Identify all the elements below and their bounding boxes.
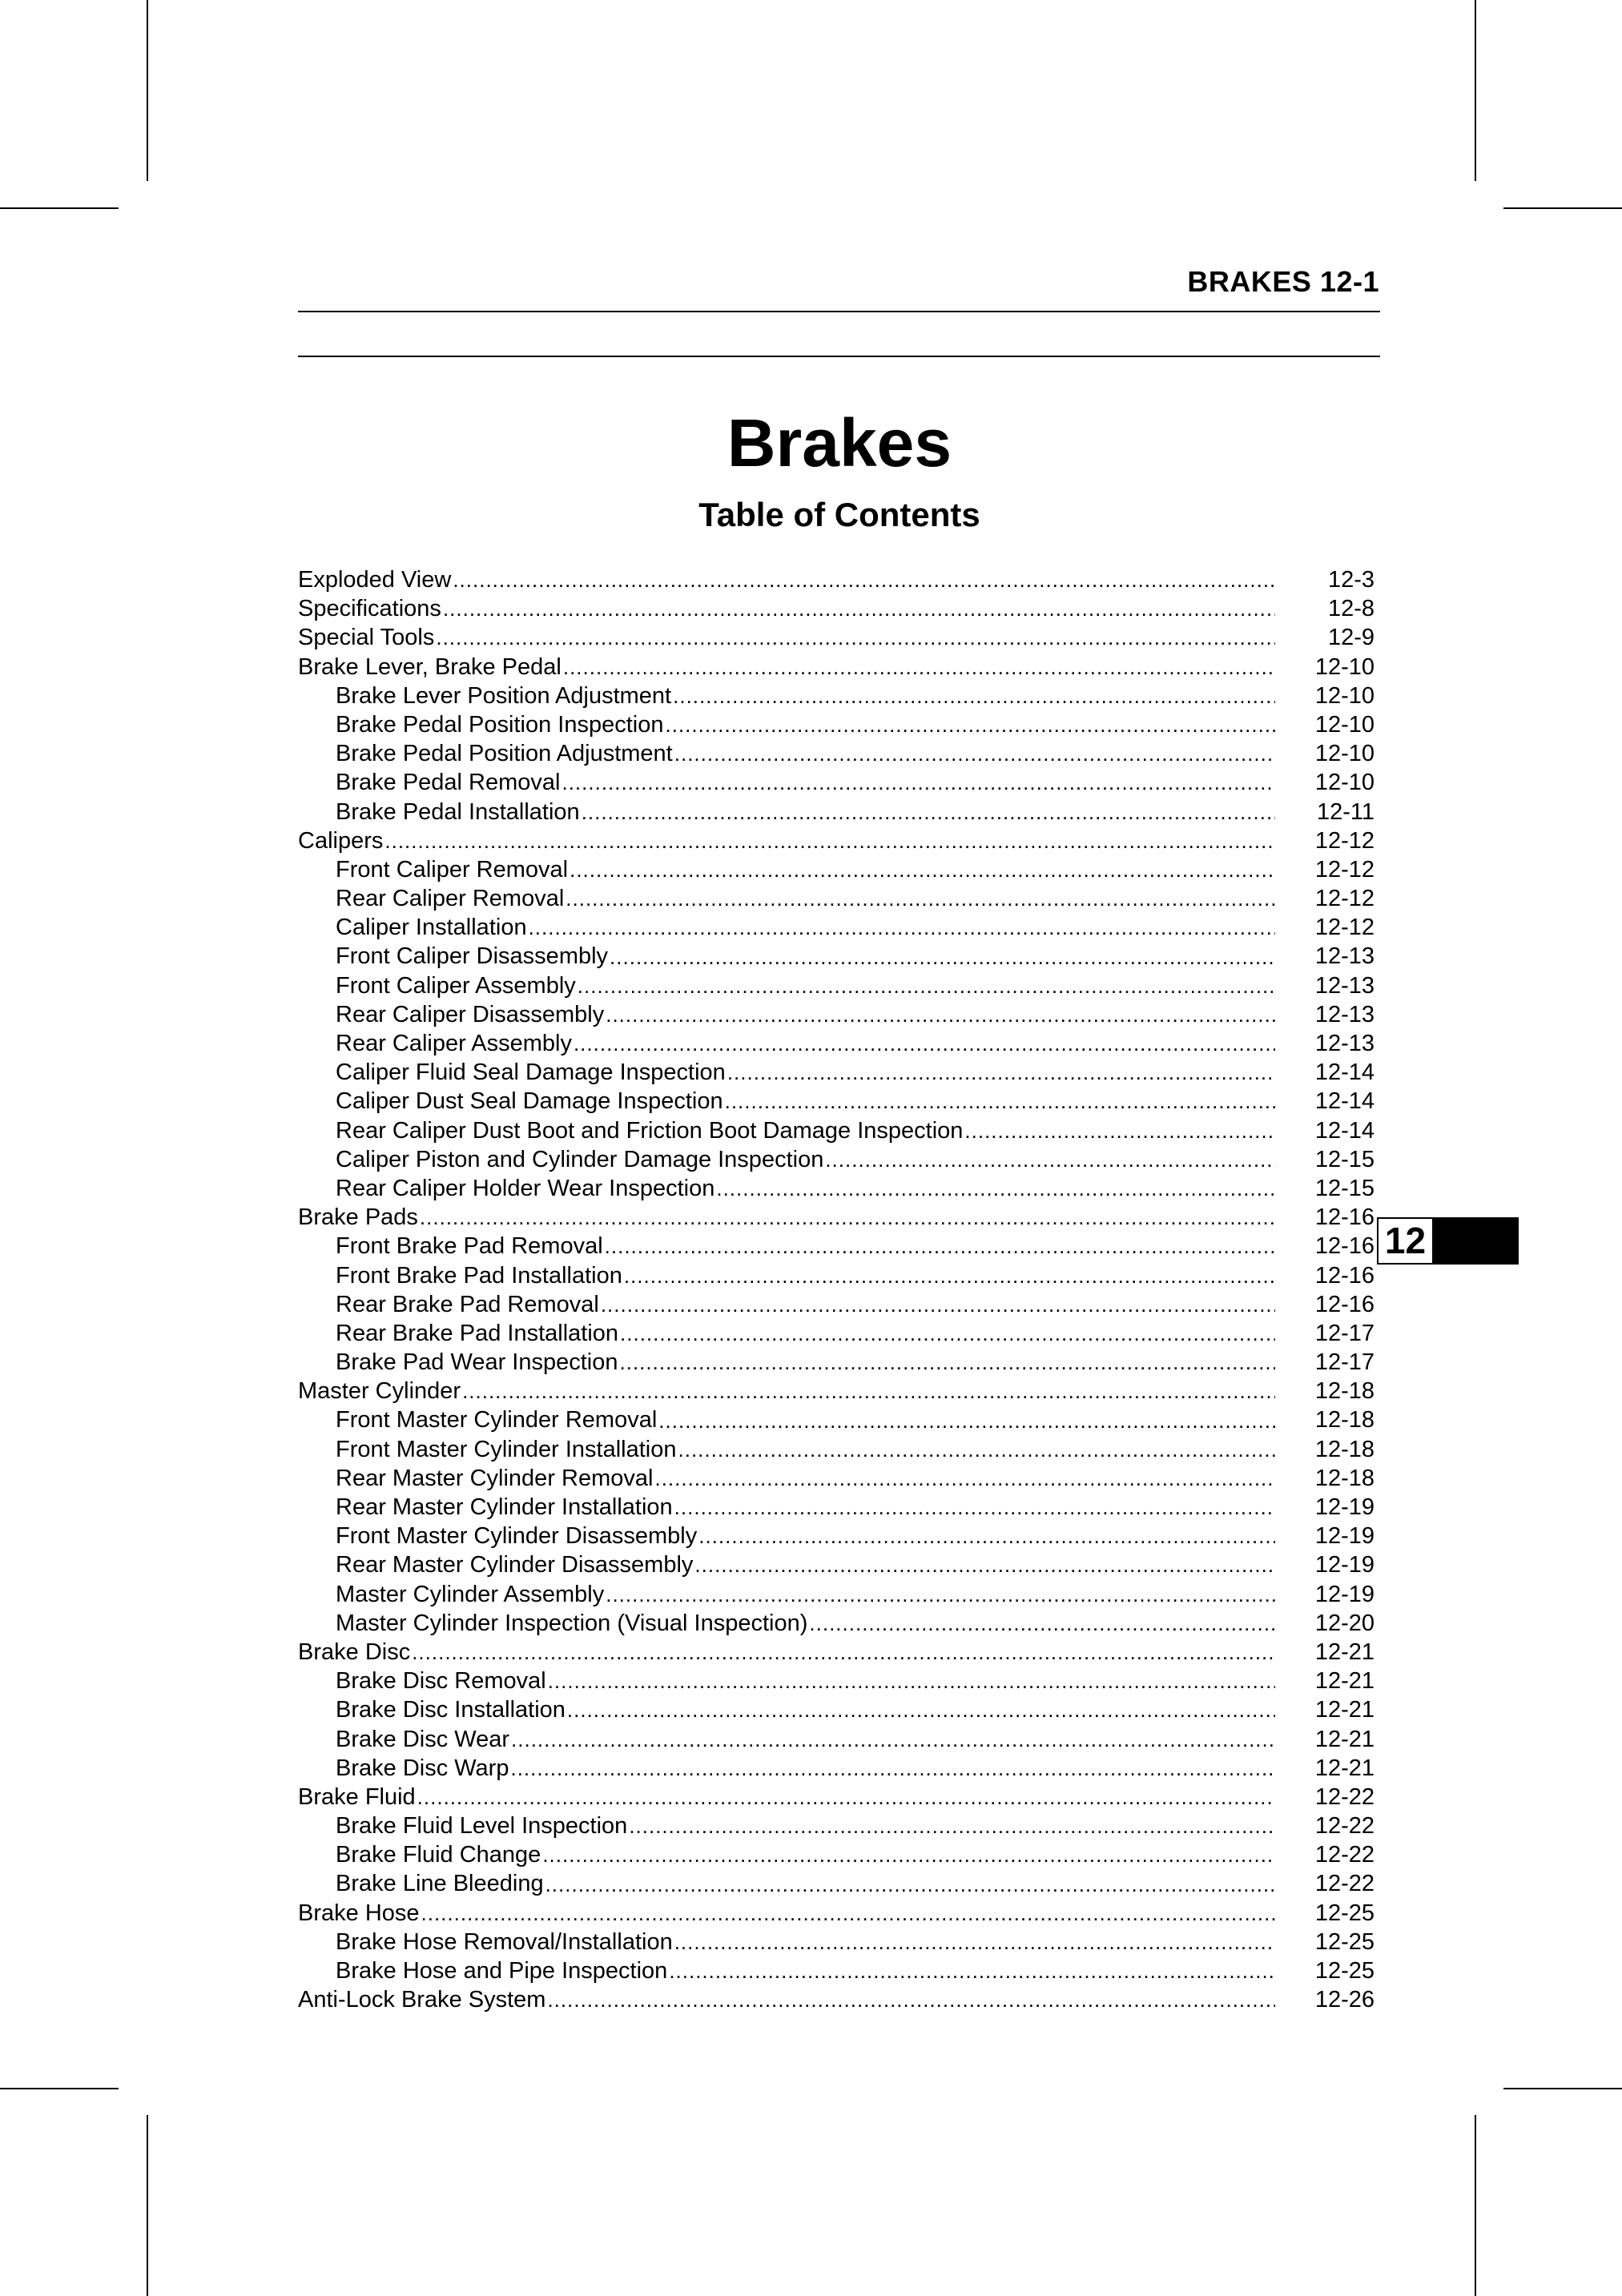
- toc-entry-label: Caliper Fluid Seal Damage Inspection: [336, 1060, 726, 1086]
- dot-leader: [622, 1261, 1275, 1290]
- toc-entry[interactable]: [298, 594, 1374, 623]
- crop-mark: [147, 0, 148, 181]
- toc-entry-label: Specifications: [298, 596, 441, 622]
- toc-entry[interactable]: [298, 1811, 1374, 1840]
- toc-entry[interactable]: [298, 710, 1374, 739]
- toc-entry-page: 12-10: [1314, 653, 1374, 680]
- dot-leader: [416, 1783, 1275, 1811]
- toc-entry-label: Brake Hose and Pipe Inspection: [336, 1958, 668, 1984]
- toc-entry[interactable]: [298, 1203, 1374, 1232]
- toc-entry[interactable]: [298, 739, 1374, 768]
- toc-entry-page: 12-21: [1314, 1668, 1374, 1695]
- dot-leader: [541, 1840, 1275, 1869]
- dot-leader: [561, 653, 1275, 682]
- toc-entry[interactable]: [298, 653, 1374, 682]
- toc-entry[interactable]: [298, 1377, 1374, 1405]
- toc-entry[interactable]: [298, 1550, 1374, 1579]
- dot-leader: [726, 1058, 1275, 1087]
- toc-entry-page: 12-16: [1314, 1233, 1374, 1260]
- toc-entry-label: Rear Caliper Disassembly: [336, 1001, 605, 1027]
- toc-entry-label: Brake Pads: [298, 1204, 418, 1231]
- toc-entry[interactable]: [298, 884, 1374, 913]
- toc-entry-label: Calipers: [298, 827, 384, 854]
- dot-leader: [663, 710, 1275, 739]
- toc-entry[interactable]: [298, 1956, 1374, 1985]
- toc-entry-label: Exploded View: [298, 567, 452, 593]
- toc-entry-label: Master Cylinder Assembly: [336, 1581, 605, 1607]
- dot-leader: [527, 913, 1275, 942]
- toc-entry[interactable]: [298, 826, 1374, 855]
- toc-entry-page: 12-14: [1314, 1060, 1374, 1086]
- dot-leader: [441, 594, 1275, 623]
- toc-entry[interactable]: [298, 1435, 1374, 1464]
- dot-leader: [693, 1550, 1275, 1579]
- header-rule-lower: [298, 356, 1380, 357]
- toc-entry-label: Brake Line Bleeding: [336, 1871, 544, 1897]
- dot-leader: [410, 1638, 1275, 1667]
- toc-entry-page: 12-18: [1314, 1378, 1374, 1405]
- toc-entry-page: 12-20: [1314, 1610, 1374, 1636]
- dot-leader: [604, 1000, 1275, 1029]
- toc-entry-label: Rear Master Cylinder Disassembly: [336, 1552, 694, 1578]
- dot-leader: [618, 1348, 1276, 1377]
- toc-entry-page: 12-12: [1314, 827, 1374, 854]
- toc-entry[interactable]: [298, 1667, 1374, 1695]
- toc-entry-page: 12-14: [1314, 1117, 1374, 1144]
- dot-leader: [673, 1493, 1275, 1522]
- running-header: BRAKES 12-1: [1187, 265, 1379, 298]
- toc-entry-page: 12-8: [1327, 596, 1374, 622]
- toc-entry-label: Front Caliper Disassembly: [336, 943, 609, 970]
- toc-entry-label: Rear Caliper Dust Boot and Friction Boot Damage Inspection: [336, 1117, 964, 1144]
- dot-leader: [673, 1928, 1275, 1956]
- toc-entry[interactable]: [298, 1985, 1374, 2014]
- toc-entry-label: Master Cylinder Inspection (Visual Inspection): [336, 1610, 808, 1636]
- dot-leader: [576, 971, 1275, 1000]
- toc-entry-page: 12-10: [1314, 682, 1374, 709]
- toc-entry-label: Brake Disc Removal: [336, 1668, 546, 1695]
- table-of-contents: [298, 565, 1374, 2014]
- toc-entry[interactable]: [298, 1522, 1374, 1550]
- toc-entry-label: Rear Caliper Removal: [336, 886, 565, 912]
- toc-entry-page: 12-11: [1316, 798, 1374, 825]
- toc-entry[interactable]: [298, 1000, 1374, 1029]
- toc-entry-label: Brake Lever Position Adjustment: [336, 682, 672, 709]
- toc-entry-page: 12-3: [1327, 567, 1374, 593]
- toc-entry[interactable]: [298, 1493, 1374, 1522]
- toc-entry-page: 12-9: [1327, 625, 1374, 651]
- crop-mark: [0, 207, 119, 209]
- toc-entry-label: Brake Disc Warp: [336, 1755, 509, 1781]
- toc-entry[interactable]: [298, 1261, 1374, 1290]
- dot-leader: [604, 1580, 1275, 1609]
- toc-entry-page: 12-18: [1314, 1465, 1374, 1491]
- toc-entry-page: 12-25: [1314, 1958, 1374, 1984]
- toc-entry[interactable]: [298, 1580, 1374, 1609]
- toc-entry-page: 12-17: [1314, 1320, 1374, 1346]
- toc-entry-page: 12-22: [1314, 1842, 1374, 1868]
- toc-entry[interactable]: [298, 1232, 1374, 1261]
- toc-entry-label: Rear Caliper Assembly: [336, 1031, 572, 1056]
- toc-entry-label: Brake Hose Removal/Installation: [336, 1928, 673, 1955]
- toc-entry-page: 12-25: [1314, 1900, 1374, 1926]
- toc-entry-page: 12-19: [1314, 1581, 1374, 1607]
- dot-leader: [677, 1435, 1276, 1464]
- chapter-tab: [1377, 1217, 1519, 1265]
- toc-entry-page: 12-10: [1314, 741, 1374, 767]
- toc-entry[interactable]: [298, 768, 1374, 797]
- toc-entry[interactable]: [298, 1405, 1374, 1434]
- toc-entry[interactable]: [298, 1638, 1374, 1667]
- crop-mark: [1475, 2115, 1476, 2296]
- dot-leader: [627, 1811, 1275, 1840]
- dot-leader: [509, 1754, 1275, 1783]
- toc-entry[interactable]: [298, 623, 1374, 652]
- toc-entry-page: 12-16: [1314, 1204, 1374, 1231]
- toc-entry-page: 12-15: [1314, 1175, 1374, 1201]
- dot-leader: [697, 1522, 1275, 1550]
- toc-entry-label: Front Master Cylinder Installation: [336, 1436, 677, 1462]
- toc-entry[interactable]: [298, 1116, 1374, 1145]
- toc-entry-page: 12-22: [1314, 1813, 1374, 1840]
- dot-leader: [564, 884, 1275, 913]
- dot-leader: [657, 1406, 1275, 1435]
- toc-entry[interactable]: [298, 565, 1374, 594]
- toc-entry-page: 12-13: [1314, 943, 1374, 970]
- toc-entry-label: Caliper Piston and Cylinder Damage Inspection: [336, 1146, 824, 1172]
- toc-entry-label: Front Brake Pad Installation: [336, 1262, 622, 1289]
- dot-leader: [653, 1464, 1275, 1493]
- toc-entry-label: Brake Disc Installation: [336, 1697, 565, 1723]
- toc-entry-label: Special Tools: [298, 625, 435, 651]
- toc-entry[interactable]: [298, 1029, 1374, 1058]
- toc-entry[interactable]: [298, 1754, 1374, 1783]
- crop-mark: [0, 2088, 119, 2089]
- toc-entry-page: 12-19: [1314, 1552, 1374, 1578]
- dot-leader: [560, 768, 1275, 797]
- dot-leader: [572, 1029, 1275, 1058]
- header-rule: [298, 311, 1380, 312]
- toc-entry-label: Rear Master Cylinder Installation: [336, 1494, 673, 1520]
- toc-entry-page: 12-15: [1314, 1146, 1374, 1172]
- toc-entry[interactable]: [298, 1464, 1374, 1493]
- dot-leader: [418, 1203, 1275, 1232]
- toc-entry-page: 12-21: [1314, 1726, 1374, 1752]
- toc-entry[interactable]: [298, 1348, 1374, 1377]
- crop-mark: [1503, 207, 1622, 209]
- toc-entry[interactable]: [298, 1840, 1374, 1869]
- toc-entry-label: Rear Master Cylinder Removal: [336, 1465, 654, 1491]
- crop-mark: [1503, 2088, 1622, 2089]
- toc-entry-label: Brake Hose: [298, 1900, 420, 1926]
- dot-leader: [568, 855, 1275, 884]
- toc-entry-label: Anti-Lock Brake System: [298, 1987, 546, 2013]
- toc-entry-page: 12-21: [1314, 1755, 1374, 1781]
- toc-entry[interactable]: [298, 1869, 1374, 1898]
- toc-entry-page: 12-12: [1314, 886, 1374, 912]
- toc-entry-page: 12-12: [1314, 856, 1374, 883]
- dot-leader: [451, 565, 1275, 594]
- toc-entry[interactable]: [298, 913, 1374, 942]
- dot-leader: [823, 1145, 1275, 1174]
- toc-entry-page: 12-12: [1314, 915, 1374, 941]
- toc-entry-page: 12-16: [1314, 1262, 1374, 1289]
- dot-leader: [608, 943, 1275, 971]
- dot-leader: [618, 1319, 1275, 1348]
- toc-entry-page: 12-13: [1314, 1031, 1374, 1056]
- toc-entry-label: Brake Disc: [298, 1639, 411, 1665]
- toc-entry[interactable]: [298, 1319, 1374, 1348]
- dot-leader: [565, 1695, 1275, 1724]
- toc-entry[interactable]: [298, 1609, 1374, 1638]
- toc-entry-page: 12-16: [1314, 1291, 1374, 1317]
- page-title: Brakes: [726, 405, 952, 481]
- toc-entry[interactable]: [298, 1695, 1374, 1724]
- toc-entry-label: Brake Pedal Position Inspection: [336, 711, 664, 738]
- toc-entry-page: 12-21: [1314, 1697, 1374, 1723]
- dot-leader: [580, 798, 1275, 826]
- dot-leader: [714, 1174, 1275, 1203]
- dot-leader: [383, 826, 1275, 855]
- dot-leader: [434, 623, 1275, 652]
- toc-entry-page: 12-22: [1314, 1783, 1374, 1810]
- toc-entry-page: 12-21: [1314, 1639, 1374, 1665]
- toc-entry-page: 12-18: [1314, 1436, 1374, 1462]
- toc-entry[interactable]: [298, 971, 1374, 1000]
- chapter-tab-label: 12: [1377, 1217, 1434, 1265]
- dot-leader: [545, 1985, 1275, 2014]
- toc-entry-label: Rear Brake Pad Removal: [336, 1291, 599, 1317]
- toc-entry-label: Brake Pad Wear Inspection: [336, 1349, 618, 1376]
- toc-entry-label: Front Master Cylinder Disassembly: [336, 1523, 698, 1550]
- dot-leader: [509, 1725, 1275, 1754]
- toc-entry-page: 12-26: [1314, 1987, 1374, 2013]
- toc-entry-label: Caliper Installation: [336, 915, 527, 941]
- toc-entry-label: Brake Pedal Removal: [336, 770, 561, 796]
- toc-entry[interactable]: [298, 1058, 1374, 1087]
- toc-entry[interactable]: [298, 1928, 1374, 1956]
- dot-leader: [544, 1870, 1275, 1899]
- toc-entry-page: 12-18: [1314, 1407, 1374, 1433]
- dot-leader: [603, 1232, 1275, 1261]
- dot-leader: [671, 682, 1275, 710]
- toc-entry-label: Brake Pedal Position Adjustment: [336, 741, 673, 767]
- toc-entry-label: Brake Pedal Installation: [336, 798, 580, 825]
- toc-entry-page: 12-19: [1314, 1494, 1374, 1520]
- toc-entry[interactable]: [298, 1290, 1374, 1319]
- dot-leader: [667, 1956, 1275, 1985]
- toc-entry[interactable]: [298, 855, 1374, 884]
- toc-entry-page: 12-25: [1314, 1928, 1374, 1955]
- toc-entry-label: Front Caliper Assembly: [336, 972, 576, 999]
- toc-entry[interactable]: [298, 1145, 1374, 1174]
- dot-leader: [420, 1899, 1275, 1928]
- page-subtitle: Table of Contents: [698, 496, 980, 533]
- toc-entry-page: 12-10: [1314, 770, 1374, 796]
- toc-entry-label: Front Master Cylinder Removal: [336, 1407, 658, 1433]
- toc-entry-page: 12-14: [1314, 1088, 1374, 1115]
- toc-entry-label: Caliper Dust Seal Damage Inspection: [336, 1088, 723, 1115]
- dot-leader: [546, 1667, 1275, 1695]
- dot-leader: [673, 739, 1275, 768]
- toc-entry-label: Front Caliper Removal: [336, 856, 569, 883]
- toc-entry-label: Rear Brake Pad Installation: [336, 1320, 619, 1346]
- toc-entry[interactable]: [298, 798, 1374, 826]
- toc-entry-label: Brake Fluid Level Inspection: [336, 1813, 628, 1840]
- toc-entry-page: 12-17: [1314, 1349, 1374, 1376]
- toc-entry[interactable]: [298, 1783, 1374, 1811]
- toc-entry[interactable]: [298, 1725, 1374, 1754]
- toc-entry-page: 12-19: [1314, 1523, 1374, 1550]
- dot-leader: [723, 1087, 1275, 1116]
- crop-mark: [1475, 0, 1476, 181]
- toc-entry[interactable]: [298, 942, 1374, 971]
- toc-entry-label: Brake Fluid: [298, 1783, 416, 1810]
- dot-leader: [807, 1609, 1275, 1638]
- dot-leader: [963, 1116, 1275, 1145]
- toc-entry-label: Brake Fluid Change: [336, 1842, 541, 1868]
- toc-entry-label: Brake Lever, Brake Pedal: [298, 653, 561, 680]
- toc-entry[interactable]: [298, 1899, 1374, 1928]
- toc-entry-label: Front Brake Pad Removal: [336, 1233, 603, 1260]
- toc-entry[interactable]: [298, 1087, 1374, 1116]
- toc-entry-page: 12-10: [1314, 711, 1374, 738]
- toc-entry-page: 12-13: [1314, 1001, 1374, 1027]
- toc-entry-page: 12-22: [1314, 1871, 1374, 1897]
- toc-entry-page: 12-13: [1314, 972, 1374, 999]
- crop-mark: [147, 2115, 148, 2296]
- toc-entry-label: Rear Caliper Holder Wear Inspection: [336, 1175, 715, 1201]
- dot-leader: [599, 1290, 1275, 1319]
- toc-entry[interactable]: [298, 1174, 1374, 1203]
- toc-entry-label: Master Cylinder: [298, 1378, 461, 1405]
- toc-entry-label: Brake Disc Wear: [336, 1726, 510, 1752]
- toc-entry[interactable]: [298, 682, 1374, 710]
- dot-leader: [461, 1377, 1275, 1405]
